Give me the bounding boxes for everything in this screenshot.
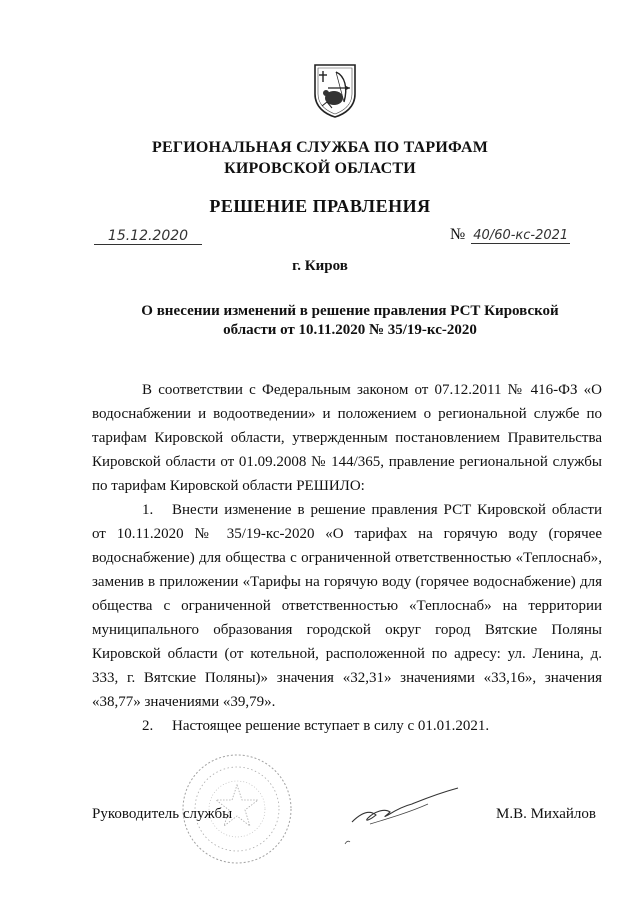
document-number-field bbox=[450, 226, 590, 244]
document-type-title: РЕШЕНИЕ ПРАВЛЕНИЯ bbox=[209, 196, 431, 216]
document-number: 40/60-кс-2021 bbox=[473, 228, 569, 243]
list-item bbox=[92, 498, 602, 714]
number-sign: № bbox=[450, 226, 466, 243]
signer-name: М.В. Михайлов bbox=[495, 806, 596, 822]
kirov-oblast-coat-of-arms-icon bbox=[312, 62, 358, 118]
handwritten-signature-icon bbox=[340, 782, 470, 852]
document-subject: О внесении изменений в решение правления РСТ Кировской области от 10.11.2020 № 35/19-кс-2020 bbox=[141, 303, 559, 338]
item-number: 2. bbox=[142, 718, 154, 734]
item-text: Настоящее решение вступает в силу с 01.01.2021. bbox=[172, 718, 490, 734]
organization-name-line1: РЕГИОНАЛЬНАЯ СЛУЖБА ПО ТАРИФАМ bbox=[151, 139, 489, 156]
document-body bbox=[92, 378, 602, 738]
list-item bbox=[92, 714, 602, 738]
document-date: 15.12.2020 bbox=[94, 228, 202, 245]
organization-name-line2: КИРОВСКОЙ ОБЛАСТИ bbox=[224, 160, 416, 177]
item-number: 1. bbox=[142, 502, 154, 518]
city: г. Киров bbox=[292, 258, 348, 274]
item-text: Внести изменение в решение правления РСТ Кировской области от 10.11.2020 № 35/19-кс-2020 «О тарифах на горячую воду (горячее водоснабжение) для общества с ограниченной ответственностью «Теплоснаб», заменив в приложении «Тарифы на горячую воду (горячее водоснабжение) для общества с ограниченной ответственностью «Теплоснаб» на территории муниципального образования городской округ город Вятские Поляны Кировской области (от котельной, расположенной по адресу: ул. Ленина, д. 333, г. Вятские Поляны)» значения «32,31» значениями «33,16», значения «38,77» значениями «39,79». bbox=[92, 502, 602, 710]
signer-position: Руководитель службы bbox=[92, 806, 233, 822]
preamble-paragraph: В соответствии с Федеральным законом от 07.12.2011 № 416-ФЗ «О водоснабжении и водоотведении» и положением о региональной службе по тарифам Кировской области, утвержденным постановлением Правительства Кировской области от 01.09.2008 № 144/365, правление региональной службы по тарифам Кировской области РЕШИЛО: bbox=[92, 382, 602, 494]
